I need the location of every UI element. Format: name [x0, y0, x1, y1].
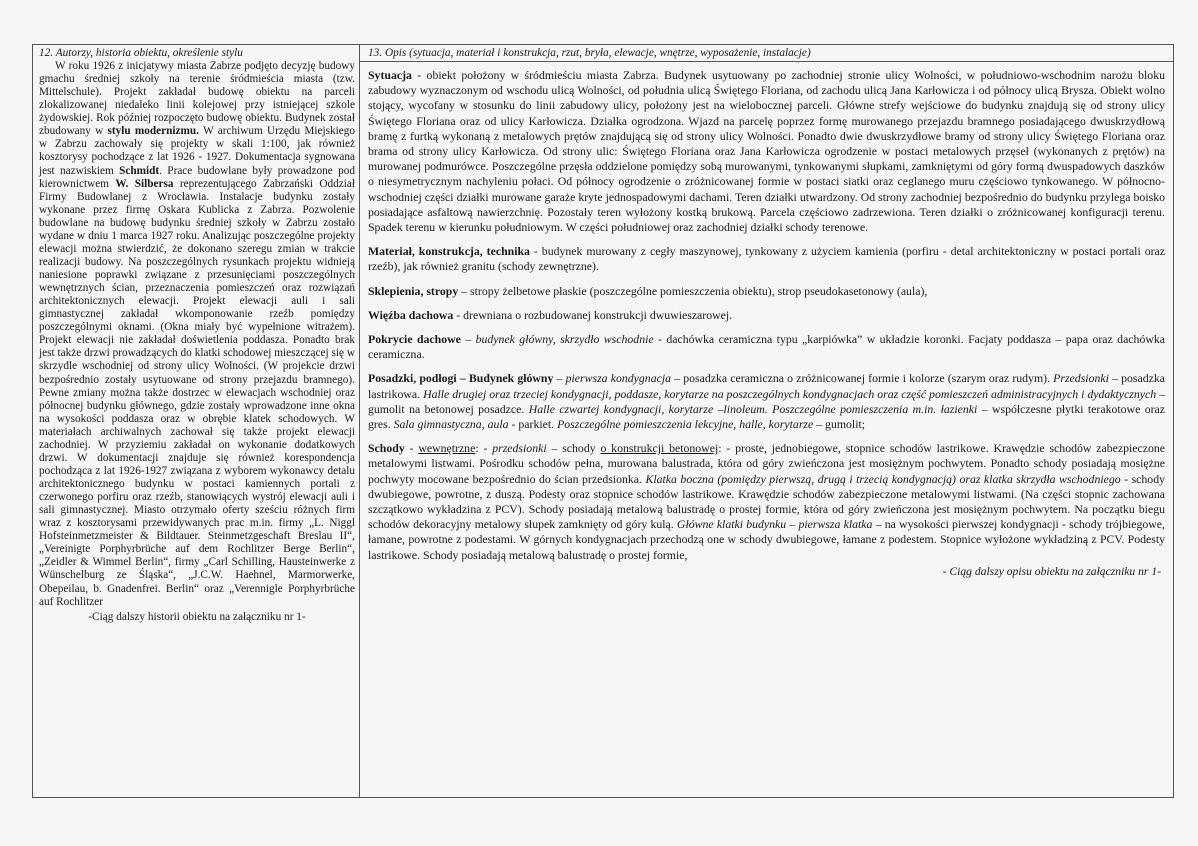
history-text: [33, 60, 359, 624]
section-sytuacja: Sytuacja - obiekt położony w śródmieściu miasta Zabrza. Budynek usytuowany po zachodniej stronie ulicy Wolności, w południowo-wschodnim narożu bloku zabudowy wyznaczonym od wschodu ulicą Wolności, od południa ulicą Świętego Floriana, od zachodu ulicą Jana Karłowicza i od północy ulicą Brysza. Obiekt wolno stojący, wycofany w stosunku do linii zabudowy ulicy, położony jest na wielobocznej parceli. Główne strefy wejściowe do budynku znajdują się od strony ulicy Świętego Floriana oraz od ulicy Karłowicza. Działka ogrodzona. Wjazd na parcelę poprzez formę murowanego przejazdu bramnego posiadającego dwuskrzydłową bramę z furtką wykonaną z metalowych prętów znajdującą się od strony ulicy Wolności. Ponadto dwie dwuskrzydłowe bramy od strony ulicy Świętego Floriana oraz brama od strony ulicy Karłowicza. Od strony ulic: Świętego Floriana oraz Jana Karłowicza ogrodzenie w postaci metalowych przęseł (wykonanych z prętów) na murowanej podmurówce. Poszczególne przęsła oddzielone pomiędzy sobą murowanymi, tynkowanymi słupkami, zamkniętymi od góry formą dwuspadowych daszków o niesymetrycznym nachyleniu połaci. Od północy ogrodzenie o zróżnicowanej formie w postaci siatki oraz ceglanego muru częściowo tynkowanego. W północno-wschodniej części działki murowane garaże kryte jednospadowymi dachami. Teren działki utwardzony. Od strony zachodniej bezpośrednio do budynku przylega boisko posiadające asfaltową nawierzchnię. Pozostały teren wyłożony kostką brukową. Parcela częściowo zadrzewiona. Teren działki o zróżnicowanej konfiguracji terenu. Spadek terenu w kierunku południowym. W części południowej oraz zachodniej działki schody terenowe.: [368, 68, 1165, 235]
history-heading: 12. Autorzy, historia obiektu, określenie stylu: [39, 47, 243, 59]
history-column: [33, 45, 360, 797]
section-pokrycie: Pokrycie dachowe – budynek główny, skrzydło wschodnie - dachówka ceramiczna typu „karpiówka” w układzie koronki. Facjaty poddasza – papa oraz dachówka ceramiczna.: [368, 332, 1165, 362]
form-frame: [32, 44, 1174, 798]
section-wiezba: Więźba dachowa - drewniana o rozbudowanej konstrukcji dwuwieszarowej.: [368, 307, 733, 322]
description-heading: 13. Opis (sytuacja, materiał i konstrukcja, rzut, bryła, elewacje, wnętrze, wyposażenie, instalacje): [360, 45, 1173, 62]
history-paragraph: W roku 1926 z inicjatywy miasta Zabrze podjęto decyzję budowy gmachu średniej szkoły na terenie śródmieścia miasta (tzw. Mittelschule). Projekt zakładał budowę obiektu na parceli zlokalizowanej niedaleko linii kolejowej przy istniejącej szkole żydowskiej. Rok później rozpoczęto budowę obiektu. Budynek został zbudowany w stylu modernizmu. W archiwum Urzędu Miejskiego w Zabrzu zachowały się projekty w skali 1:100, jak również kosztorysy pochodzące z lat 1926 - 1927. Dokumentacja sygnowana jest nazwiskiem Schmidt. Prace budowlane były prowadzone pod kierownictwem W. Silbersa reprezentującego Zabrzański Oddział Firmy Budowlanej z Wrocławia. Instalacje budynku zostały wykonane przez firmę Oskara Kublicka z Zabrza. Pozwolenie budowlane na budowę budynku średniej szkoły w Zabrzu zostało wydane w dniu 1 marca 1927 roku. Analizując poszczególne projekty elewacji można stwierdzić, że dokonano szeregu zmian w trakcie realizacji budowy. Na poszczególnych rysunkach projektu widnieją naniesione poprawki związane z przesunięciami poszczególnych wewnętrznych ścian, przeznaczenia pomieszczeń oraz rozwiązań architektonicznych elewacji. Projekt elewacji auli i sali gimnastycznej zakładał wkomponowanie rzeźb pomiędzy poszczególnymi oknami. (Okna miały być wypełnione witrażem). Projekt elewacji nie zakładał doświetlenia poddasza. Ponadto brak jest także drzwi prowadzących do klatki schodowej mieszczącej się w skrzydle wschodniej od strony ulicy Wolności. (W projekcie drzwi bezpośrednio zostały usytuowane od strony przejazdu bramnego). Pewne zmiany można także dostrzec w elewacjach wschodniej oraz północnej budynku głównego, gdzie zostały wprowadzone inne okna na wysokości poddasza oraz w obrębie klatek schodowych. W materiałach archiwalnych zachował się także projekt elewacji zachodniej. W przyziemiu zakładał on wykonanie dodatkowych drzwi. W dokumentacji znajduje się również korespondencja pochodząca z lat 1926-1927 związana z wyborem wykonawcy detalu architektonicznego budynku w postaci kamiennych portali z czerwonego porfiru oraz rzeźb, stanowiących wystrój elewacji auli i sali gimnastycznej. Miasto otrzymało oferty sześciu różnych firm wraz z kosztorysami przewidywanych prac m.in. firmy „L. Niggl Hofsteinmetzmeister & Bildtauer. Steinmetzgeschaft Breslau II“, „Vereinigte Porphyrbrüche auf dem Rochlitzer Berge Berlin“, „Zeidler & Wimmel Berlin“, firmy „Carl Schilling, Hausteinwerke z Wünschelburg ze Śląska“, „J.C.W. Haehnel, Marmorwerke, Obepeilau, b. Gnadenfrei. Berlin“ oraz „Verennigle Porphyrbrüche auf Rochlitzer: [39, 60, 355, 608]
history-continuation-note: -Ciąg dalszy historii obiektu na załączniku nr 1-: [88, 610, 306, 623]
section-sklepienia: Sklepienia, stropy – stropy żelbetowe płaskie (poszczególne pomieszczenia obiektu), strop pseudokasetonowy (aula),: [368, 283, 928, 298]
section-schody: Schody - wewnętrzne: - przedsionki – schody o konstrukcji betonowej: - proste, jednobiegowe, stopnice schodów lastrikowe. Krawędzie schodów zabezpieczone metalowymi listwami. Pośrodku schodów pełna, murowana balustrada, która od góry zwieńczona jest mosiężnym pochwytem. Ponadto schody posiadają mosiężne pochwyty mocowane bezpośrednio do ścian przedsionka. Klatka boczna (pomiędzy pierwszą, drugą i trzecią kondygnacją) oraz klatka skrzydła wschodniego - schody dwubiegowe, powrotne, z duszą. Podesty oraz stopnice schodów lastrikowe. Krawędzie schodów zabezpieczone metalowymi listwami. (Na części stopnic zachowana szczątkowo wykładzina z PCV). Schody posiadają metalową balustradę o prostej formie, która od góry zwieńczona jest mosiężnym pochwytem. Na początku biegu schodów dekoracyjny metalowy słupek zamknięty od góry kulą. Główne klatki budynku – pierwsza klatka – na wysokości pierwszej kondygnacji - schody trójbiegowe, łamane, powrotne z podestami. W górnych kondygnacjach przechodzą one w schody dwubiegowe, łamane z podestem. Stopnice wyłożone wykładziną z PCV. Podesty lastrikowe. Schody posiadają metalową balustradę o prostej formie,: [368, 441, 1166, 562]
section-material: Materiał, konstrukcja, technika - budynek murowany z cegły maszynowej, tynkowany z użyciem kamienia (porfiru - detal architektoniczny w postaci portali oraz rzeźb), jak również granitu (schody zewnętrzne).: [368, 244, 1166, 274]
description-column: [360, 45, 1173, 797]
description-continuation-note: - Ciąg dalszy opisu obiektu na załączniku nr 1-: [942, 564, 1161, 578]
description-text: [360, 62, 1173, 579]
section-posadzki: Posadzki, podłogi – Budynek główny – pierwsza kondygnacja – posadzka ceramiczna o zróżnicowanej formie i kolorze (szarym oraz rudym). Przedsionki – posadzka lastrikowa. Halle drugiej oraz trzeciej kondygnacji, poddasze, korytarze na poszczególnych kondygnacjach oraz część pomieszczeń administracyjnych i dydaktycznych – gumolit na betonowej posadzce. Halle czwartej kondygnacji, korytarze –linoleum. Poszczególne pomieszczenia m.in. łazienki – współczesne płytki terakotowe oraz gres. Sala gimnastyczna, aula - parkiet. Poszczególne pomieszczenia lekcyjne, halle, korytarze – gumolit;: [368, 371, 1165, 432]
